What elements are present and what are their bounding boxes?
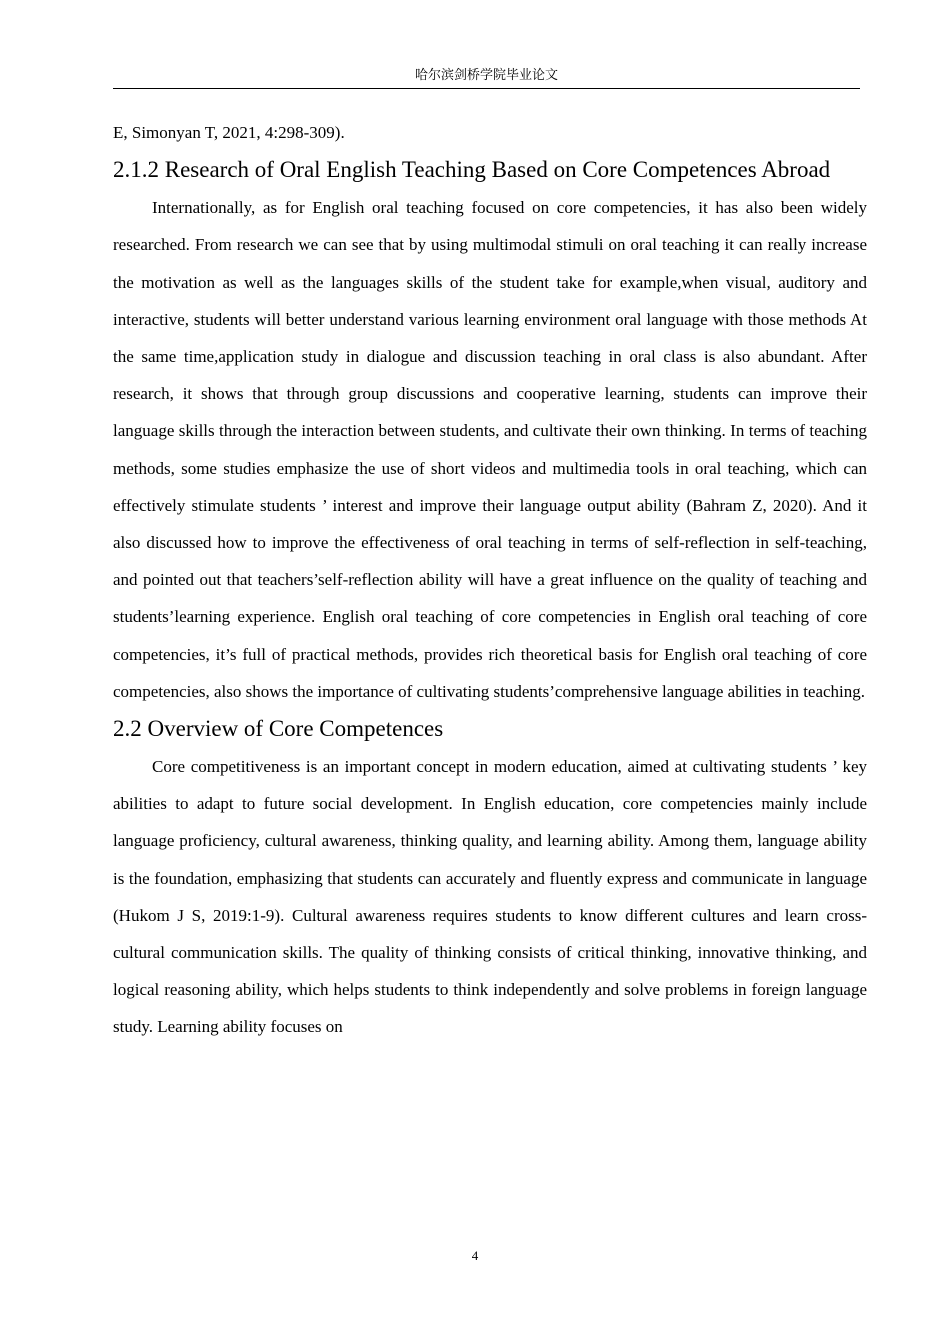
paragraph-research-abroad: Internationally, as for English oral teaching focused on core competencies, it has also been widely researched. From research we can see that by using multimodal stimuli on oral teaching it can really increase the motivation as well as the languages skills of the student take for example,when visual, auditory and interactive, students will better understand various learning environment oral language with those methods At the same time,application study in dialogue and discussion teaching in oral class is also abundant. After research, it shows that through group discussions and cooperative learning, students can improve their language skills through the interaction between students, and cultivate their own thinking. In terms of teaching methods, some studies emphasize the use of short videos and multimedia tools in oral teaching, which can effectively stimulate students ’ interest and improve their language output ability (Bahram Z, 2020). And it also discussed how to improve the effectiveness of oral teaching in terms of self-reflection in self-teaching, and pointed out that teachers’self-reflection ability will have a great influence on the quality of teaching and students’learning experience. English oral teaching of core competencies in English oral teaching of core competencies, it’s full of practical methods, provides rich theoretical basis for English oral teaching of core competencies, also shows the importance of cultivating students’comprehensive language abilities in teaching. (113, 198, 867, 701)
section-heading-2-2: 2.2 Overview of Core Competences (113, 716, 444, 742)
citation-continuation: E, Simonyan T, 2021, 4:298-309). (113, 123, 345, 142)
running-header: 哈尔滨剑桥学院毕业论文 (414, 67, 558, 82)
header-rule (113, 88, 860, 89)
page-body (113, 114, 867, 1046)
page-number: 4 (471, 1248, 479, 1263)
paragraph-core-competences: Core competitiveness is an important concept in modern education, aimed at cultivating students ’ key abilities to adapt to future social development. In English education, core competencies mainly include language proficiency, cultural awareness, thinking quality, and learning ability. Among them, language ability is the foundation, emphasizing that students can accurately and fluently express and communicate in language (Hukom J S, 2019:1-9). Cultural awareness requires students to know different cultures and learn cross-cultural communication skills. The quality of thinking consists of critical thinking, innovative thinking, and logical reasoning ability, which helps students to think independently and solve problems in foreign language study. Learning ability focuses on (113, 757, 867, 1037)
section-heading-2-1-2: 2.1.2 Research of Oral English Teaching Based on Core Competences Abroad (113, 157, 831, 183)
